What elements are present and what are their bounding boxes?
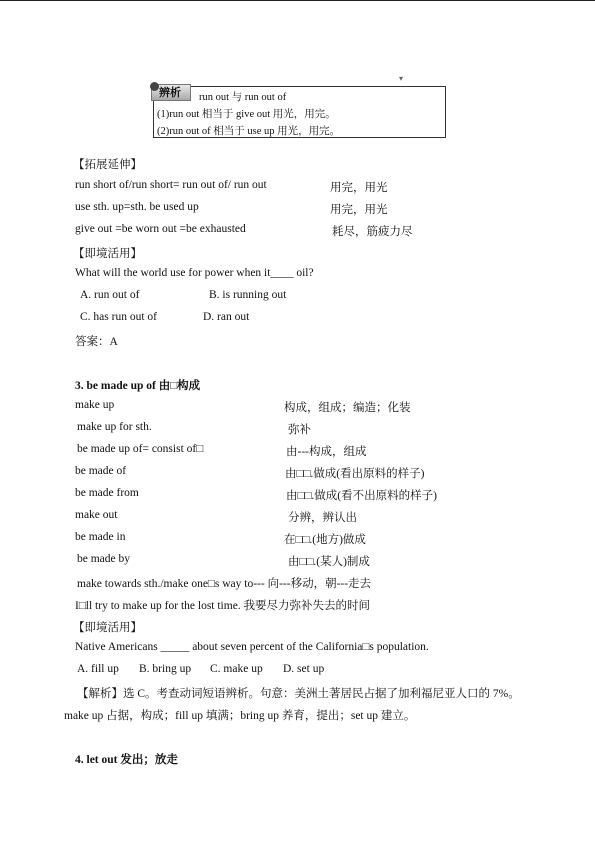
q1-option-c: C. has run out of: [80, 311, 157, 323]
s3-term-1: make up: [75, 399, 115, 411]
s3-towards: make towards sth./make one□s way to--- 向---移动，朝---走去: [77, 578, 372, 590]
s3-term-7: be made in: [75, 531, 126, 543]
extension-term-2: use sth. up=sth. be used up: [75, 201, 199, 213]
badge-label: 辨析: [159, 87, 181, 99]
section-3-title: 3. be made up of 由□构成: [75, 380, 201, 392]
q2-option-c: C. make up: [210, 663, 263, 675]
s3-meaning-3: 由---构成，组成: [286, 446, 367, 458]
badge-pin-icon: [150, 82, 159, 91]
s3-meaning-6: 分辨，辨认出: [288, 512, 357, 524]
page-top-rule: [0, 0, 595, 1]
q2-analysis-line-2: make up 占据，构成；fill up 填满；bring up 养育，提出；set up 建立。: [64, 710, 416, 722]
q1-option-a: A. run out of: [80, 289, 140, 301]
application-heading-2: 【即境活用】: [73, 622, 142, 634]
section-4-title: 4. let out 发出；放走: [75, 754, 178, 766]
s3-term-4: be made of: [75, 465, 127, 477]
s3-meaning-7: 在□□.(地方)做成: [284, 534, 366, 546]
analysis-badge: [151, 84, 191, 101]
extension-heading: 【拓展延伸】: [73, 159, 142, 171]
q2-option-b: B. bring up: [139, 663, 192, 675]
box-line-2: (1)run out 相当于 give out 用光，用完。: [157, 109, 336, 120]
s3-example: I□ll try to make up for the lost time. 我要尽力弥补失去的时间: [75, 600, 371, 612]
s3-term-3: be made up of= consist of□: [77, 443, 204, 455]
extension-term-3: give out =be worn out =be exhausted: [75, 223, 246, 235]
q1-option-b: B. is running out: [209, 289, 287, 301]
box-line-1: run out 与 run out of: [199, 92, 287, 103]
question-2: Native Americans _____ about seven percent of the California□s population.: [75, 641, 429, 653]
q2-option-d: D. set up: [283, 663, 325, 675]
s3-meaning-2: 弥补: [288, 424, 311, 436]
application-heading-1: 【即境活用】: [73, 248, 142, 260]
q1-answer: 答案：A: [75, 336, 118, 348]
analysis-box: [153, 86, 446, 138]
s3-meaning-5: 由□□.做成(看不出原料的样子): [286, 490, 437, 502]
s3-meaning-8: 由□□.(某人)制成: [288, 556, 370, 568]
q1-option-d: D. ran out: [203, 311, 250, 323]
extension-meaning-1: 用完，用光: [330, 182, 388, 194]
margin-marker: ▾: [399, 74, 404, 83]
extension-meaning-3: 耗尽，筋疲力尽: [332, 226, 413, 238]
q2-analysis-line-1: 【解析】选 C。考查动词短语辨析。句意：美洲土著居民占据了加利福尼亚人口的 7%。: [77, 688, 520, 700]
q2-option-a: A. fill up: [77, 663, 119, 675]
s3-term-8: be made by: [77, 553, 131, 565]
box-line-3: (2)run out of 相当于 use up 用光，用完。: [157, 126, 341, 137]
s3-term-5: be made from: [75, 487, 139, 499]
s3-term-6: make out: [75, 509, 118, 521]
question-1: What will the world use for power when it____ oil?: [75, 267, 314, 279]
s3-meaning-4: 由□□.做成(看出原料的样子): [285, 468, 425, 480]
extension-meaning-2: 用完，用光: [330, 204, 388, 216]
extension-term-1: run short of/run short= run out of/ run out: [75, 179, 267, 191]
s3-term-2: make up for sth.: [77, 421, 152, 433]
s3-meaning-1: 构成，组成；编造；化装: [284, 402, 411, 414]
